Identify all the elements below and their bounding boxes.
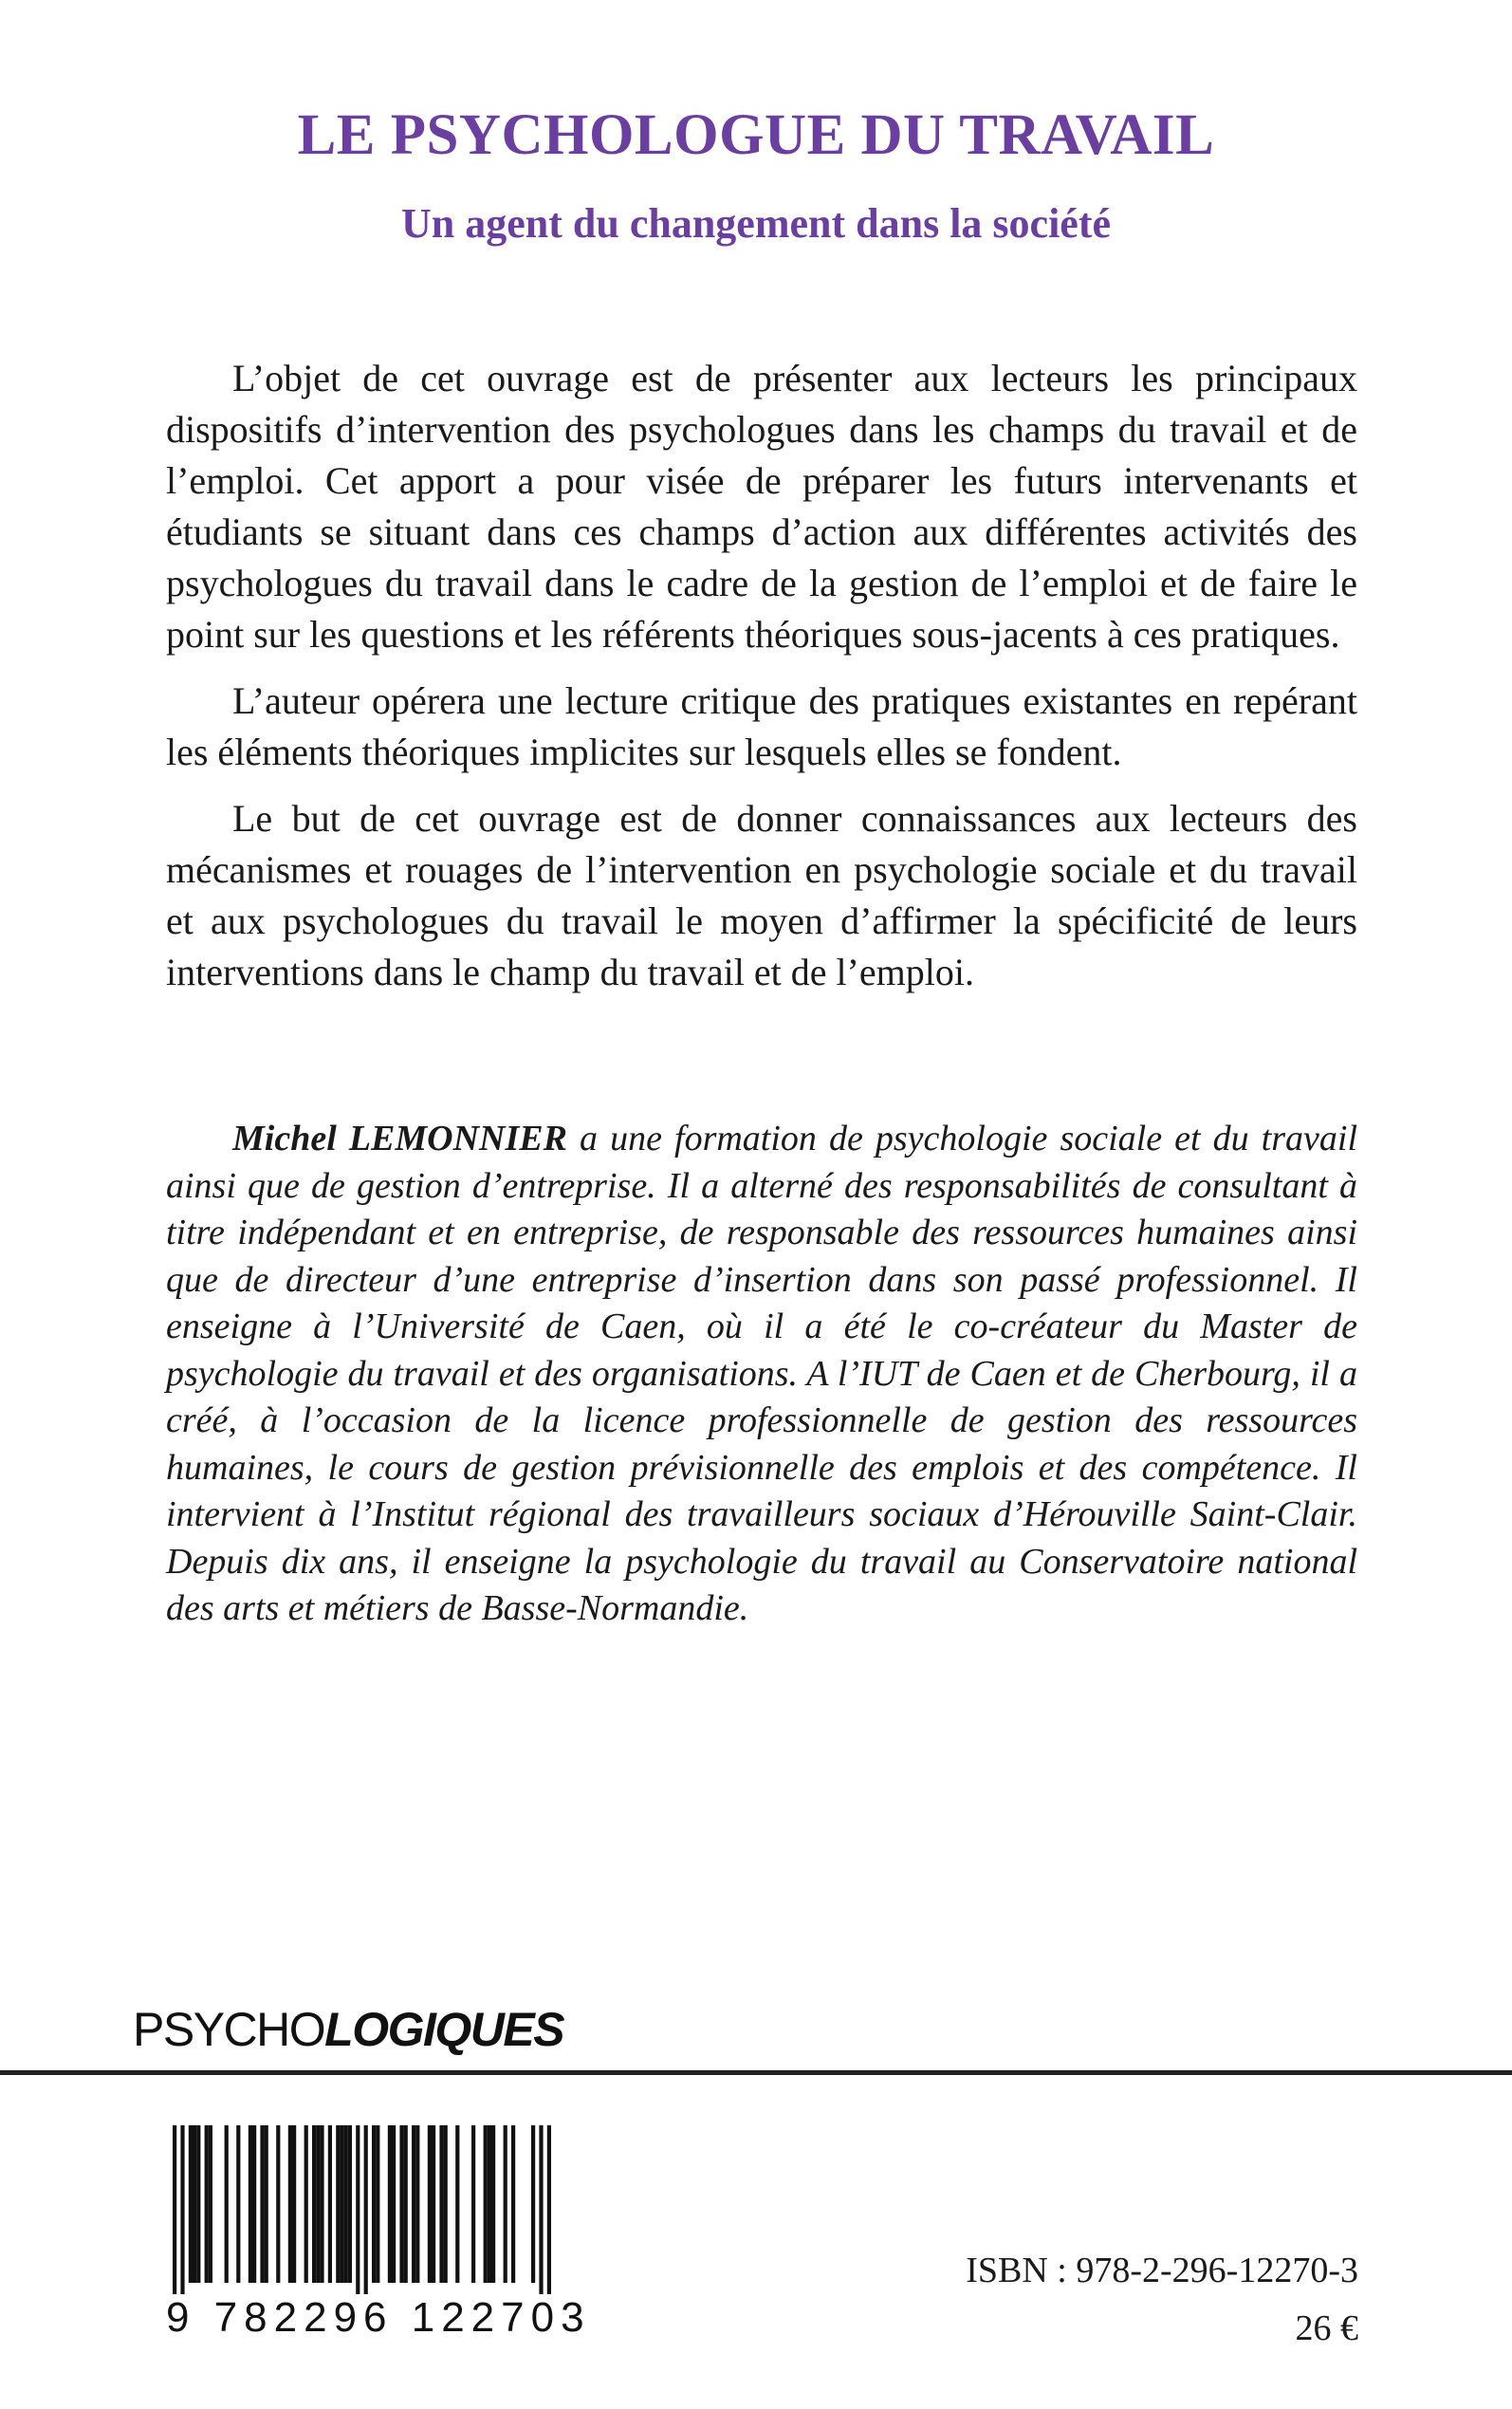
barcode-bar xyxy=(439,2125,443,2283)
barcode-bar xyxy=(312,2125,316,2283)
summary-paragraph: L’auteur opérera une lecture critique des pratiques existantes en repérant les éléments théoriques implicites sur lesquels elles se fondent. xyxy=(166,679,1357,773)
barcode-bar xyxy=(292,2125,296,2283)
barcode-bar xyxy=(328,2125,332,2283)
barcode-bar xyxy=(320,2125,323,2283)
barcode-bar xyxy=(265,2125,268,2283)
barcode-bar xyxy=(444,2125,448,2283)
barcode-bar xyxy=(412,2125,415,2283)
barcode-bar xyxy=(404,2125,408,2283)
barcode-bars xyxy=(161,2125,560,2294)
barcode-bar xyxy=(531,2125,535,2283)
series-logo-part1: PSYCHO xyxy=(133,2003,325,2056)
barcode-bar xyxy=(336,2125,340,2283)
barcode-bar xyxy=(539,2125,543,2294)
barcode-bar xyxy=(399,2125,403,2283)
barcode-bar xyxy=(488,2125,491,2283)
barcode-bar xyxy=(348,2125,352,2283)
isbn: ISBN : 978-2-296-12270-3 xyxy=(966,2251,1358,2290)
barcode-bar xyxy=(205,2125,209,2283)
barcode-bar xyxy=(547,2125,551,2294)
barcode-bar xyxy=(304,2125,308,2283)
barcode-bar xyxy=(415,2125,419,2283)
barcode-bar xyxy=(344,2125,348,2283)
barcode-bar xyxy=(455,2125,459,2283)
barcode-bar xyxy=(249,2125,252,2283)
book-title: LE PSYCHOLOGUE DU TRAVAIL xyxy=(297,103,1215,167)
summary-paragraph: Le but de cet ouvrage est de donner connaissances aux lecteurs des mécanismes et rouages de l’intervention en psychologie sociale et du travail et aux psychologues du travail le moyen d’affirmer la spécificité de leurs interventions dans le champ du travail et de l’emploi. xyxy=(166,797,1357,993)
barcode-bar xyxy=(504,2125,507,2283)
barcode-bar xyxy=(288,2125,292,2283)
barcode-bar xyxy=(340,2125,343,2283)
barcode-bar xyxy=(511,2125,515,2283)
barcode-bar xyxy=(432,2125,435,2283)
author-name: Michel LEMONNIER xyxy=(232,1119,567,1158)
divider-line xyxy=(0,2070,1512,2075)
barcode-bar xyxy=(236,2125,240,2283)
barcode-bar xyxy=(471,2125,475,2283)
price: 26 € xyxy=(1295,2308,1358,2348)
barcode-bar xyxy=(364,2125,368,2294)
series-logo xyxy=(133,2002,563,2057)
author-bio-text: a une formation de psychologie sociale et du travail ainsi que de gestion d’entreprise. Il a alterné des responsabilités de consultant à titre indépendant et en entreprise, de responsable des ressources humaines ainsi que de directeur d’une entreprise d’insertion dans son passé professionnel. Il enseigne à l’Université de Caen, où il a été le co-créateur du Master de psychologie du travail et des organisations. A l’IUT de Caen et de Cherbourg, il a créé, à l’occasion de la licence professionnelle de gestion des ressources humaines, le cours de gestion prévisionnelle des emplois et des compétence. Il intervient à l’Institut régional des travailleurs sociaux d’Hérouville Saint-Clair. Depuis dix ans, il enseigne la psychologie du travail au Conservatoire national des arts et métiers de Basse-Normandie. xyxy=(166,1119,1358,1628)
barcode-number: 9 782296 122703 xyxy=(166,2294,591,2341)
barcode-bar xyxy=(180,2125,184,2294)
barcode-bar xyxy=(484,2125,488,2283)
barcode-bar xyxy=(388,2125,392,2283)
barcode-bar xyxy=(372,2125,376,2283)
author-bio xyxy=(166,1116,1357,1633)
barcode-bar xyxy=(209,2125,212,2283)
barcode-bar xyxy=(193,2125,196,2283)
barcode-bar xyxy=(189,2125,193,2283)
barcode-bar xyxy=(173,2125,176,2294)
barcode-bar xyxy=(276,2125,280,2283)
barcode-bar xyxy=(196,2125,200,2283)
series-logo-part2: LOGIQUES xyxy=(324,2003,564,2056)
summary-text xyxy=(166,353,1357,1013)
barcode-bar xyxy=(392,2125,396,2283)
barcode-bar xyxy=(252,2125,256,2283)
barcode-bar xyxy=(376,2125,379,2283)
book-subtitle: Un agent du changement dans la société xyxy=(400,200,1112,247)
summary-paragraph: L’objet de cet ouvrage est de présenter aux lecteurs les principaux dispositifs d’intervention des psychologues dans les champs du travail et de l’emploi. Cet apport a pour visée de préparer les futurs intervenants et étudiants se situant dans ces champs d’action aux différentes activités des psychologues du travail dans le cadre de la gestion de l’emploi et de faire le point sur les questions et les référents théoriques sous-jacents à ces pratiques. xyxy=(166,357,1357,656)
barcode-bar xyxy=(491,2125,495,2283)
barcode-bar xyxy=(260,2125,264,2283)
barcode-bar xyxy=(225,2125,229,2283)
barcode-bar xyxy=(428,2125,432,2283)
barcode-bar xyxy=(356,2125,360,2294)
barcode-bar xyxy=(316,2125,320,2283)
